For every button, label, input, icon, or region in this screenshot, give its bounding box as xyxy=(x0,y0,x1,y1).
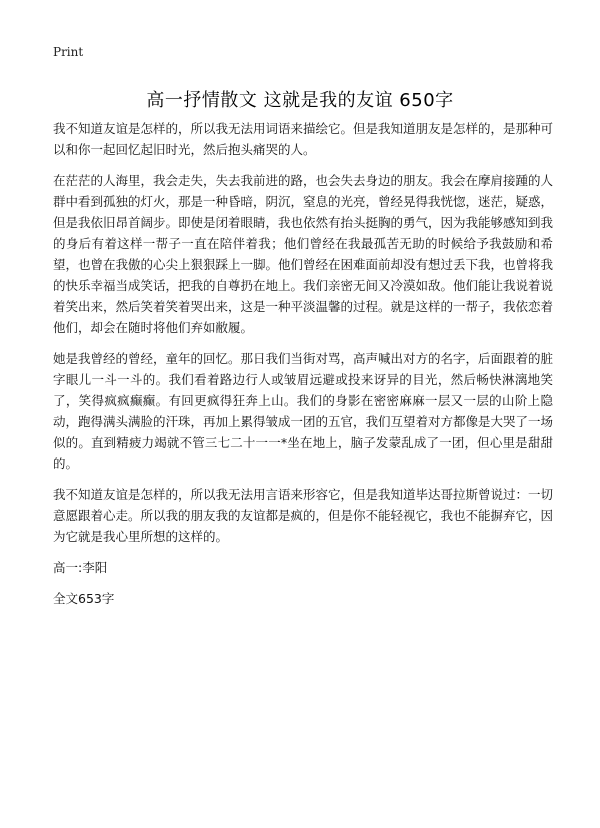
author-line: 高一:李阳 xyxy=(53,560,108,575)
article-body xyxy=(53,118,553,619)
paragraph-2: 在茫茫的人海里，我会走失，失去我前进的路，也会失去身边的朋友。我会在摩肩接踵的人群中看到孤独的灯火，那是一种昏暗，阴沉，窒息的光亮，曾经晃得我恍惚，迷茫，疑惑，但是我依旧昂首阔步。即使是闭着眼睛，我也依然有抬头挺胸的勇气，因为我能够感知到我的身后有着这样一帮子一直在陪伴着我；他们曾经在我最孤苦无助的时候给予我鼓励和希望，也曾在我傲的心尖上狠狠踩上一脚。他们曾经在困难面前却没有想过丢下我，也曾将我的快乐幸福当成笑话，把我的自尊扔在地上。我们亲密无间又冷漠如敌。他们能让我说着说着笑出来，然后笑着笑着哭出来，这是一种平淡温馨的过程。就是这样的一帮子，我依恋着他们，却会在随时将他们弃如敝履。 xyxy=(53,173,554,335)
paragraph-1: 我不知道友谊是怎样的，所以我无法用词语来描绘它。但是我知道朋友是怎样的，是那种可以和你一起回忆起旧时光，然后抱头痛哭的人。 xyxy=(53,121,554,157)
paragraph-4: 我不知道友谊是怎样的，所以我无法用言语来形容它，但是我知道毕达哥拉斯曾说过：一切意愿跟着心走。所以我的朋友我的友谊都是疯的，但是你不能轻视它，我也不能摒弃它，因为它就是我心里所想的这样的。 xyxy=(53,487,554,544)
word-count: 全文653字 xyxy=(53,591,115,606)
print-link[interactable]: Print xyxy=(53,45,84,59)
article-title: 高一抒情散文 这就是我的友谊 650字 xyxy=(146,90,454,111)
paragraph-3: 她是我曾经的曾经，童年的回忆。那日我们当街对骂，高声喊出对方的名字，后面跟着的脏字眼儿一斗一斗的。我们看着路边行人或皱眉远避或投来讶异的目光，然后畅快淋漓地笑了，笑得疯疯癫癫。有回更疯得狂奔上山。我们的身影在密密麻麻一层又一层的山阶上隐动，跑得满头满脸的汗珠，再加上累得皱成一团的五官，我们互望着对方都像是大哭了一场似的。直到精疲力竭就不管三七二十一一*坐在地上，脑子发蒙乱成了一团，但心里是甜甜的。 xyxy=(53,351,554,471)
